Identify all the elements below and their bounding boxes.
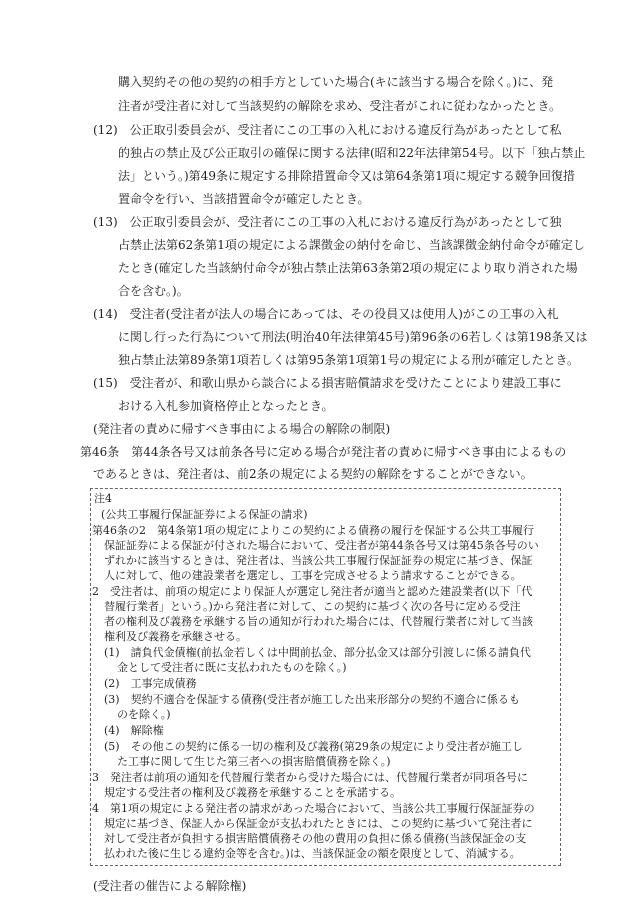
note-label: 注4 (94, 492, 112, 505)
note-sub-5-line-1: (5) その他この契約に係る一切の権利及び義務(第29条の規定により受注者が施工し (104, 740, 523, 753)
note-sub-1-line-2: 金として受注者に既に支払われたものを除く。) (117, 661, 347, 674)
item-13-line-4: 合を含む。)。 (118, 284, 189, 298)
note-para-4-line-1: 4 第1項の規定による発注者の請求があった場合において、当該公共工事履行保証証券の (92, 802, 535, 815)
note-sub-3-line-2: のを除く。) (117, 708, 171, 721)
item-13-line-1: (13) 公正取引委員会が、受注者にこの工事の入札における違反行為があったとして独 (93, 215, 562, 229)
note-para-3-line-2: 規定する受注者の権利及び義務を承継することを承諾する。 (104, 786, 401, 799)
item-12-line-1: (12) 公正取引委員会が、受注者にこの工事の入札における違反行為があったとして私 (93, 123, 562, 137)
note-title: (公共工事履行保証証券による保証の請求) (101, 508, 308, 521)
note-para-4-line-2: 規定に基づき、保証人から保証金が支払われたときには、この契約に基づいて発注者に (104, 817, 533, 830)
footer-heading: (受注者の催告による解除権) (93, 879, 247, 893)
note-article-line-1: 第46条の2 第4条第1項の規定によりこの契約による債務の履行を保証する公共工事履行 (92, 524, 534, 537)
intro-line-1: 購入契約その他の契約の相手方としていた場合(キに該当する場合を除く。)に、発 (118, 75, 554, 89)
item-15-line-2: おける入札参加資格停止となったとき。 (118, 399, 334, 413)
note-sub-5-line-2: た工事に関して生じた第三者への損害賠償債務を除く。) (117, 755, 391, 768)
item-14-line-2: に関し行った行為について刑法(明治40年法律第45号)第96条の6若しくは第198条又は (118, 330, 588, 344)
item-12-line-3: 法」という。)第49条に規定する排除措置命令又は第64条第1項に規定する競争回復措 (118, 169, 575, 183)
item-13-line-3: たとき(確定した当該納付命令が独占禁止法第63条第2項の規定により取り消された場 (118, 261, 578, 275)
item-12-line-2: 的独占の禁止及び公正取引の確保に関する法律(昭和22年法律第54号。以下「独占禁止 (118, 146, 586, 160)
item-13-line-2: 占禁止法第62条第1項の規定による課徴金の納付を命じ、当該課徴金納付命令が確定し (118, 238, 585, 252)
note-para-4-line-4: 払われた後に生じる違約金等を含む。)は、当該保証金の額を限度として、消滅する。 (104, 847, 521, 860)
note-para-2-line-3: 者の権利及び義務を承継する旨の通知が行われた場合には、代替履行業者に対して当該 (104, 615, 533, 628)
note-article-line-3: ずれかに該当するときは、発注者は、当該公共工事履行保証証券の規定に基づき、保証 (104, 554, 533, 567)
item-15-line-1: (15) 受注者が、和歌山県から談合による損害賠償請求を受けたことにより建設工事に (93, 376, 562, 390)
article-46-line-1: 第46条 第44条各号又は前条各号に定める場合が発注者の責めに帰すべき事由によるもの (80, 445, 567, 459)
note-para-2-line-2: 替履行業者」という。)から発注者に対して、この契約に基づく次の各号に定める受注 (104, 600, 521, 613)
note-para-3-line-1: 3 発注者は前項の通知を代替履行業者から受けた場合には、代替履行業者が同項各号に (92, 771, 528, 784)
note-para-4-line-3: 対して受注者が負担する損害賠償債務その他の費用の負担に係る債務(当該保証金の支 (104, 832, 527, 845)
article-46-heading: (発注者の責めに帰すべき事由による場合の解除の制限) (93, 422, 391, 436)
article-46-line-2: であるときは、発注者は、前2条の規定による契約の解除をすることができない。 (93, 467, 533, 481)
note-sub-2: (2) 工事完成債務 (104, 677, 197, 690)
note-para-2-line-1: 2 受注者は、前項の規定により保証人が選定し発注者が適当と認めた建設業者(以下「代 (92, 585, 533, 598)
intro-line-2: 注者が受注者に対して当該契約の解除を求め、受注者がこれに従わなかったとき。 (118, 99, 562, 113)
note-article-line-4: 人に対して、他の建設業者を選定し、工事を完成させるよう請求することができる。 (104, 569, 522, 582)
note-sub-4: (4) 解除権 (104, 724, 164, 737)
item-14-line-1: (14) 受注者(受注者が法人の場合にあっては、その役員又は使用人)がこの工事の入札 (93, 307, 559, 321)
item-12-line-4: 置命令を行い、当該措置命令が確定したとき。 (118, 192, 370, 206)
note-sub-1-line-1: (1) 請負代金債権(前払金若しくは中間前払金、部分払金又は部分引渡しに係る請負代 (104, 646, 531, 659)
item-14-line-3: 独占禁止法第89条第1項若しくは第95条第1項第1号の規定による刑が確定したとき。 (118, 353, 579, 367)
note-sub-3-line-1: (3) 契約不適合を保証する債務(受注者が施工した出来形部分の契約不適合に係るも (104, 693, 520, 706)
note-para-2-line-4: 権利及び義務を承継させる。 (104, 630, 247, 643)
note-article-line-2: 保証証券による保証が付された場合において、受注者が第44条各号又は第45条各号のい (104, 539, 539, 552)
